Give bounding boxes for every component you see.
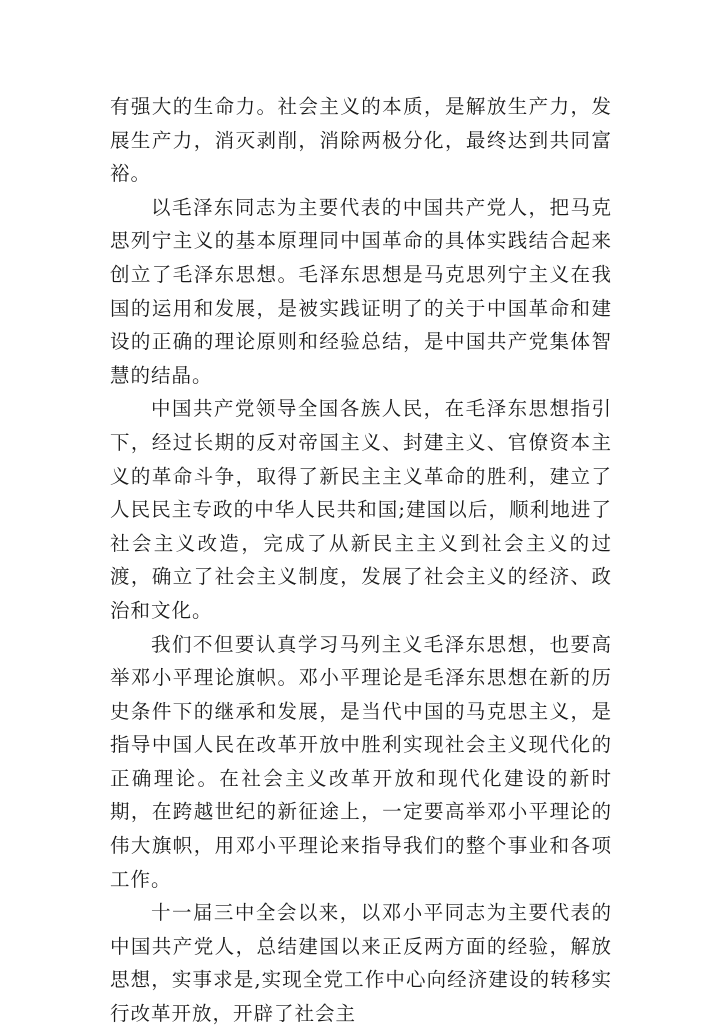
paragraph-2: 以毛泽东同志为主要代表的中国共产党人，把马克思列宁主义的基本原理同中国革命的具体实践结合起来创立了毛泽东思想。毛泽东思想是马克思列宁主义在我国的运用和发展，是被实践证明了的关于中国革命和建设的正确的理论原则和经验总结，是中国共产党集体智慧的结晶。	[110, 195, 612, 387]
paragraph-5: 十一届三中全会以来，以邓小平同志为主要代表的中国共产党人，总结建国以来正反两方面的经验，解放思想，实事求是,实现全党工作中心向经济建设的转移实行改革开放，开辟了社会主	[110, 901, 612, 1026]
paragraph-4: 我们不但要认真学习马列主义毛泽东思想，也要高举邓小平理论旗帜。邓小平理论是毛泽东思想在新的历史条件下的继承和发展，是当代中国的马克思主义，是指导中国人民在改革开放中胜利实现社会主义现代化的正确理论。在社会主义改革开放和现代化建设的新时期，在跨越世纪的新征途上，一定要高举邓小平理论的伟大旗帜，用邓小平理论来指导我们的整个事业和各项工作。	[110, 632, 612, 891]
body-text	[110, 90, 612, 1031]
paragraph-1: 有强大的生命力。社会主义的本质，是解放生产力，发展生产力，消灭剥削，消除两极分化，最终达到共同富裕。	[110, 95, 612, 186]
paragraph-3: 中国共产党领导全国各族人民，在毛泽东思想指引下，经过长期的反对帝国主义、封建主义、官僚资本主义的革命斗争，取得了新民主主义革命的胜利，建立了人民民主专政的中华人民共和国;建国以后，顺利地进了社会主义改造，完成了从新民主主义到社会主义的过渡，确立了社会主义制度，发展了社会主义的经济、政治和文化。	[110, 397, 612, 622]
